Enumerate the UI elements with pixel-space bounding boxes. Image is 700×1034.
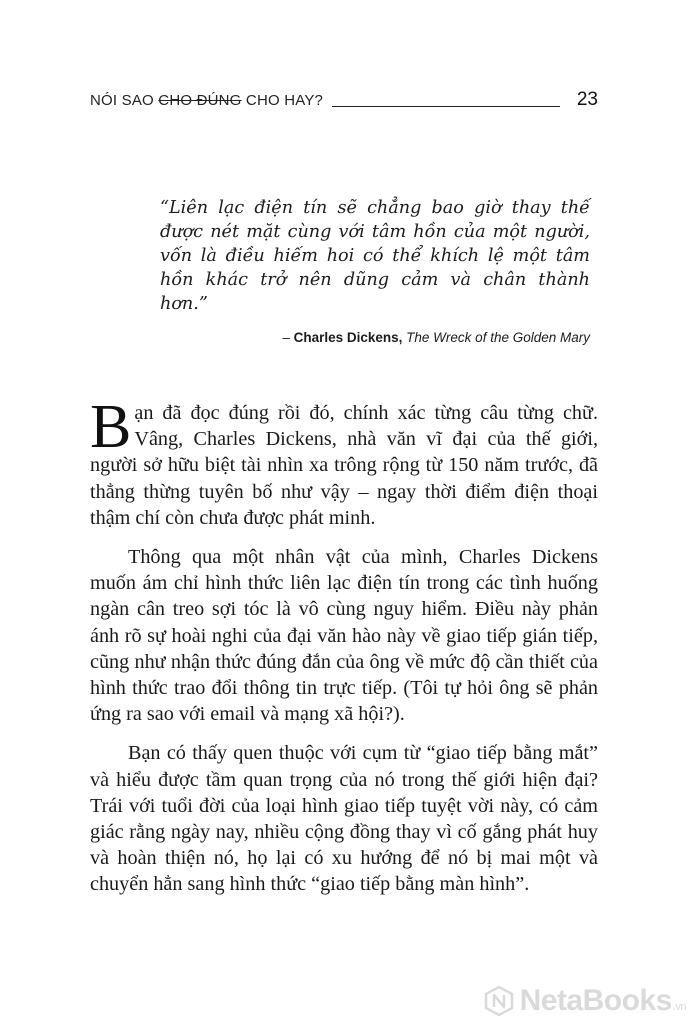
paragraph-1 — [90, 393, 598, 531]
running-title-struck: CHO ĐÚNG — [158, 92, 242, 109]
attribution-author: Charles Dickens, — [293, 330, 407, 345]
running-title-part-1: NÓI SAO — [90, 92, 159, 109]
epigraph-attribution — [160, 330, 590, 345]
body-text — [90, 393, 598, 911]
watermark-suffix: .vn — [672, 1001, 686, 1013]
page-number: 23 — [576, 89, 598, 110]
header-rule — [332, 106, 560, 107]
running-title-part-2: CHO HAY? — [241, 92, 324, 109]
paragraph-2: Thông qua một nhân vật của mình, Charles Dickens muốn ám chỉ hình thức liên lạc điện tín trong các tình huống ngàn cân treo sợi tóc là vô cùng nguy hiểm. Điều này phản ánh rõ sự hoài nghi của đại văn hào này về giao tiếp gián tiếp, cũng như nhận thức đúng đắn của ông về mức độ cần thiết của hình thức trao đổi thông tin trực tiếp. (Tôi tự hỏi ông sẽ phản ứng ra sao với email và mạng xã hội?). — [90, 546, 598, 726]
drop-cap: B — [90, 393, 132, 461]
netabooks-logo-icon — [484, 986, 514, 1016]
watermark — [484, 984, 686, 1018]
epigraph — [160, 196, 590, 345]
attribution-dash: – — [282, 330, 294, 345]
paragraph-1-text: ạn đã đọc đúng rồi đó, chính xác từng câu từng chữ. Vâng, Charles Dickens, nhà văn vĩ đại của thế giới, người sở hữu biệt tài nhìn xa trông rộng từ 150 năm trước, đã thẳng thừng tuyên bố như vậy – ngay thời điểm điện thoại thậm chí còn chưa được phát minh. — [90, 402, 598, 529]
watermark-brand: NetaBooks — [519, 984, 672, 1017]
epigraph-quote: “Liên lạc điện tín sẽ chẳng bao giờ thay thế được nét mặt cùng với tâm hồn của một người, vốn là điều hiếm hoi có thể khích lệ một tâm hồn khác trở nên dũng cảm và chân thành hơn.” — [160, 198, 590, 314]
watermark-text — [520, 984, 686, 1018]
paragraph-3: Bạn có thấy quen thuộc với cụm từ “giao tiếp bằng mắt” và hiểu được tầm quan trọng của nó trong thế giới hiện đại? Trái với tuổi đời của loại hình giao tiếp tuyệt vời này, có cảm giác rằng ngày nay, nhiều cộng đồng thay vì cố gắng phát huy và hoàn thiện nó, họ lại có xu hướng để nó bị mai một và chuyển hẳn sang hình thức “giao tiếp bằng màn hình”. — [90, 742, 598, 896]
running-title — [90, 92, 323, 109]
attribution-work: The Wreck of the Golden Mary — [406, 330, 590, 345]
running-header — [90, 90, 598, 114]
